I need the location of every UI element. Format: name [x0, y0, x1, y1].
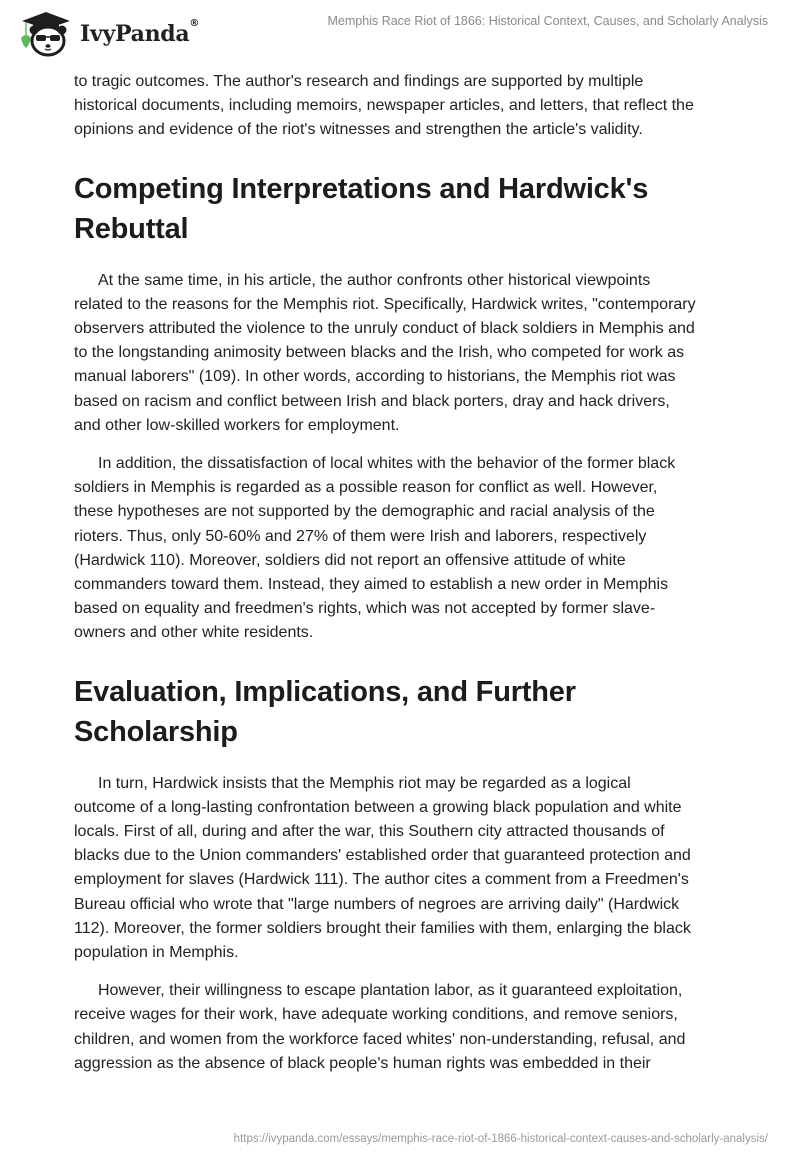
text-line: However, their willingness to escape plantation labor, as it guaranteed exploitation,	[98, 982, 683, 1000]
text-line: to tragic outcomes. The author's research and findings are supported by multiple	[74, 73, 644, 90]
page-header	[0, 0, 800, 60]
text-line: blacks due to the Union commanders' established order that guaranteed protection and	[74, 847, 691, 865]
essay-content	[74, 70, 754, 1090]
heading-line: Scholarship	[74, 715, 238, 748]
text-line: receive wages for their work, have adequate working conditions, and remove seniors,	[74, 1006, 678, 1024]
text-line: rioters. Thus, only 50-60% and 27% of them were Irish and laborers, respectively	[74, 527, 647, 545]
text-line: soldiers in Memphis is regarded as a possible reason for conflict as well. However,	[74, 479, 658, 497]
brand-name: IvyPanda®	[80, 18, 200, 47]
text-line: related to the reasons for the Memphis riot. Specifically, Hardwick writes, "contemporary	[74, 295, 696, 313]
text-line: In addition, the dissatisfaction of local whites with the behavior of the former black	[98, 455, 676, 473]
text-line: historical documents, including memoirs, newspaper articles, and letters, that reflect the	[74, 97, 694, 115]
heading-line: Competing Interpretations and Hardwick's	[74, 172, 649, 205]
text-line: (Hardwick 110). Moreover, soldiers did not report an offensive attitude of white	[74, 551, 626, 569]
heading-line: Evaluation, Implications, and Further	[74, 675, 576, 708]
text-line: owners and other white residents.	[74, 624, 314, 642]
text-line: commanders toward them. Instead, they aimed to establish a new order in Memphis	[74, 576, 669, 594]
text-line: aggression as the absence of black people's human rights was embedded in their	[74, 1054, 651, 1072]
text-line: locals. First of all, during and after the war, this Southern city attracted thousands of	[74, 823, 665, 841]
text-line: based on equality and freedmen's rights, which was not accepted by former slave-	[74, 600, 656, 618]
intro-paragraph	[74, 70, 754, 143]
document-title: Memphis Race Riot of 1866: Historical Context, Causes, and Scholarly Analysis	[327, 14, 768, 28]
text-line: 112). Moreover, the former soldiers brought their families with them, enlarging the black	[74, 919, 691, 937]
text-line: In turn, Hardwick insists that the Memphis riot may be regarded as a logical	[98, 774, 631, 792]
text-line: observers attributed the violence to the unruly conduct of black soldiers in Memphis and	[74, 320, 695, 338]
source-url[interactable]: https://ivypanda.com/essays/memphis-race-riot-of-1866-historical-context-causes-and-scholarly-analysis/	[233, 1133, 768, 1145]
text-line: manual laborers" (109). In other words, according to historians, the Memphis riot was	[74, 368, 676, 386]
text-line: based on racism and conflict between Irish and black porters, dray and hack drivers,	[74, 392, 670, 410]
text-line: At the same time, in his article, the author confronts other historical viewpoints	[98, 271, 651, 289]
text-line: Bureau official who wrote that "large numbers of negroes are arriving daily" (Hardwick	[74, 895, 680, 913]
text-line: to the longstanding animosity between blacks and the Irish, who competed for work as	[74, 344, 685, 362]
text-line: population in Memphis.	[74, 944, 239, 962]
paragraph	[74, 979, 754, 1076]
panda-graduate-icon	[16, 8, 76, 58]
paragraph	[74, 452, 754, 646]
heading-line: Rebuttal	[74, 212, 189, 245]
section-heading-evaluation	[74, 672, 754, 752]
text-line: and other low-skilled workers for employment.	[74, 416, 400, 434]
text-line: outcome of a long-lasting confrontation between a growing black population and white	[74, 798, 682, 816]
text-line: employment for slaves (Hardwick 111). The author cites a comment from a Freedmen's	[74, 871, 689, 889]
paragraph	[74, 772, 754, 966]
registered-mark: ®	[189, 18, 200, 29]
text-line: opinions and evidence of the riot's witnesses and strengthen the article's validity.	[74, 121, 643, 139]
text-line: these hypotheses are not supported by the demographic and racial analysis of the	[74, 503, 655, 521]
text-line: children, and women from the workforce faced whites' non-understanding, refusal, and	[74, 1030, 686, 1048]
paragraph	[74, 269, 754, 438]
section-heading-competing-interpretations	[74, 169, 754, 249]
ivypanda-logo[interactable]	[16, 8, 199, 58]
